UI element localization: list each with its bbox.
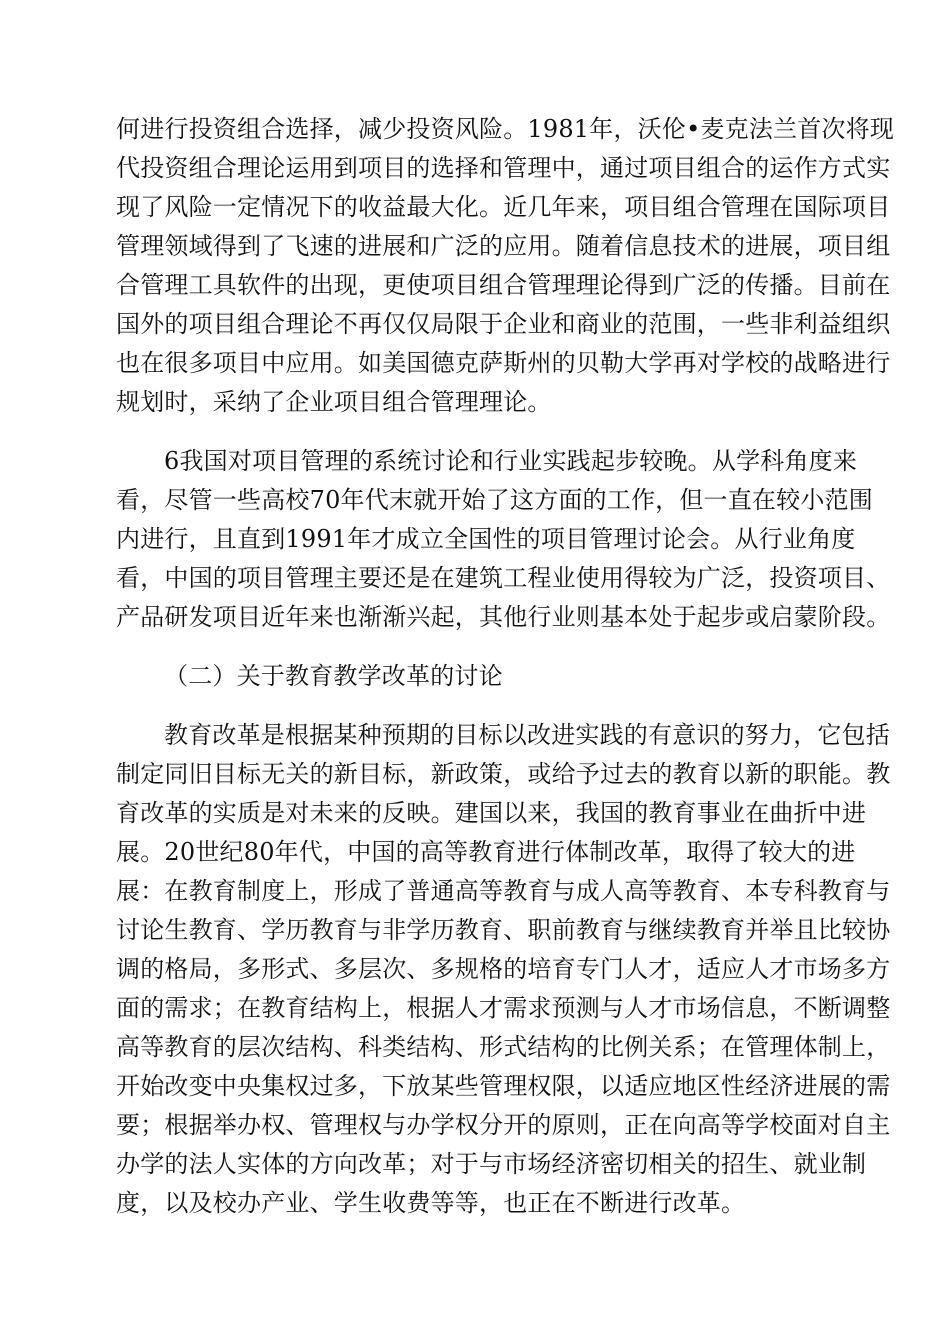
- text-line: 国外的项目组合理论不再仅仅局限于企业和商业的范围，一些非利益组织: [116, 310, 891, 338]
- text-line: 制定同旧目标无关的新目标，新政策，或给予过去的教育以新的职能。教: [116, 760, 891, 788]
- text-line: 何进行投资组合选择，减少投资风险。1981年，沃伦•麦克法兰首次将现: [116, 115, 895, 143]
- text-line: 办学的法人实体的方向改革；对于与市场经济密切相关的招生、就业制: [116, 1150, 867, 1178]
- text-line: 合管理工具软件的出现，更使项目组合管理理论得到广泛的传播。目前在: [116, 271, 891, 299]
- text-line: 展。20世纪80年代，中国的高等教育进行体制改革，取得了较大的进: [116, 838, 856, 866]
- text-line: 看，中国的项目管理主要还是在建筑工程业使用得较为广泛，投资项目、: [116, 564, 891, 592]
- text-line: 规划时，采纳了企业项目组合管理理论。: [116, 388, 552, 416]
- text-line: 6我国对项目管理的系统讨论和行业实践起步较晚。从学科角度来: [164, 447, 858, 475]
- text-line: 开始改变中央集权过多，下放某些管理权限，以适应地区性经济进展的需: [116, 1072, 891, 1100]
- text-line: 产品研发项目近年来也渐渐兴起，其他行业则基本处于起步或启蒙阶段。: [116, 603, 891, 631]
- text-line: 管理领域得到了飞速的进展和广泛的应用。随着信息技术的进展，项目组: [116, 232, 891, 260]
- text-line: 要；根据举办权、管理权与办学权分开的原则，正在向高等学校面对自主: [116, 1111, 891, 1139]
- text-line: 展：在教育制度上，形成了普通高等教育与成人高等教育、本专科教育与: [116, 877, 891, 905]
- text-line: 教育改革是根据某种预期的目标以改进实践的有意识的努力，它包括: [164, 721, 890, 749]
- text-line: 讨论生教育、学历教育与非学历教育、职前教育与继续教育并举且比较协: [116, 916, 891, 944]
- text-line: 看，尽管一些高校70年代末就开始了这方面的工作，但一直在较小范围: [116, 486, 873, 514]
- text-line: 内进行，且直到1991年才成立全国性的项目管理讨论会。从行业角度: [116, 525, 856, 553]
- text-line: 高等教育的层次结构、科类结构、形式结构的比例关系；在管理体制上，: [116, 1033, 891, 1061]
- text-line: 现了风险一定情况下的收益最大化。近几年来，项目组合管理在国际项目: [116, 193, 891, 221]
- text-line: 面的需求；在教育结构上，根据人才需求预测与人才市场信息，不断调整: [116, 994, 891, 1022]
- text-line: 代投资组合理论运用到项目的选择和管理中，通过项目组合的运作方式实: [116, 154, 891, 182]
- text-line: 度，以及校办产业、学生收费等等，也正在不断进行改革。: [116, 1189, 746, 1217]
- text-line: 育改革的实质是对未来的反映。建国以来，我国的教育事业在曲折中进: [116, 799, 867, 827]
- text-line: 调的格局，多形式、多层次、多规格的培育专门人才，适应人才市场多方: [116, 955, 891, 983]
- text-line: 也在很多项目中应用。如美国德克萨斯州的贝勒大学再对学校的战略进行: [116, 349, 891, 377]
- section-heading: （二）关于教育教学改革的讨论: [164, 662, 503, 690]
